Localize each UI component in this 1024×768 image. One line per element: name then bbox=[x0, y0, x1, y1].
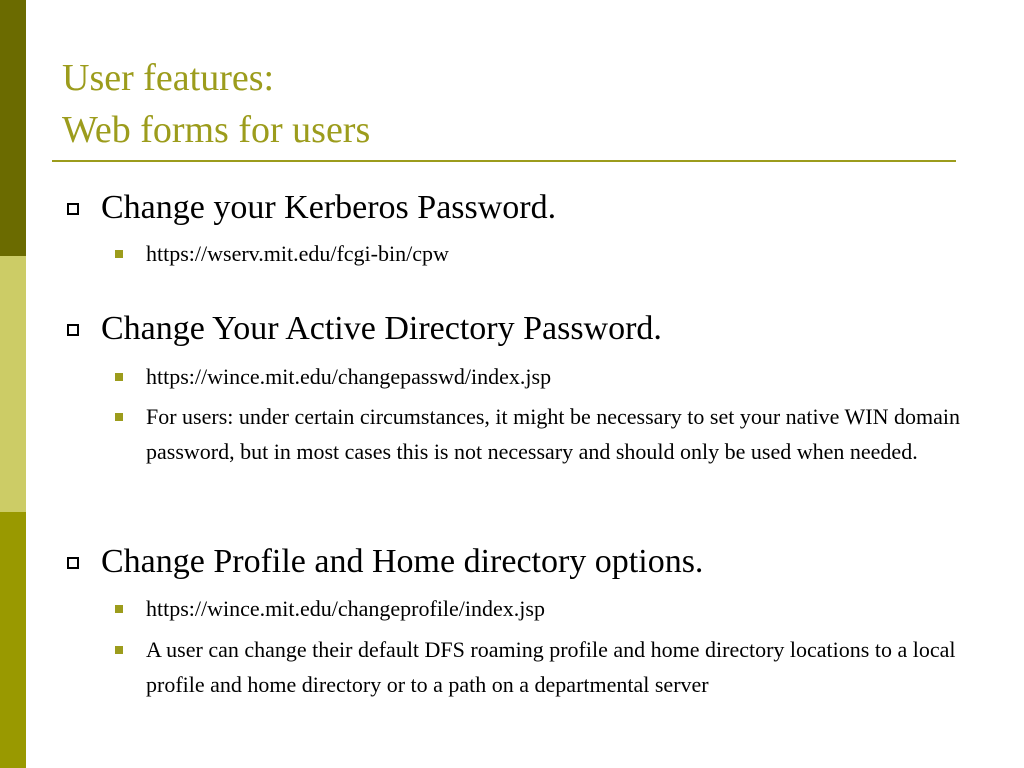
slide-title bbox=[62, 52, 370, 156]
sub-bullet-text: A user can change their default DFS roaming profile and home directory locations to a local profile and home directory or to a path on a departmental server bbox=[146, 637, 956, 697]
sub-bullet-profile-note bbox=[115, 632, 965, 702]
sub-bullet-ad-note bbox=[115, 399, 965, 469]
sub-bullet-text: https://wserv.mit.edu/fcgi-bin/cpw bbox=[146, 241, 449, 266]
left-stripe-mid bbox=[0, 512, 26, 768]
square-bullet-icon bbox=[115, 250, 123, 258]
sub-bullet-text: https://wince.mit.edu/changepasswd/index.jsp bbox=[146, 364, 552, 389]
sub-bullet-kerberos-url bbox=[115, 236, 965, 271]
sub-bullet-ad-url bbox=[115, 359, 965, 394]
sub-bullet-profile-url bbox=[115, 591, 965, 626]
title-divider bbox=[52, 160, 956, 162]
hollow-square-bullet-icon bbox=[67, 557, 79, 569]
bullet-text: Change your Kerberos Password. bbox=[101, 189, 557, 226]
title-line-1: User features: bbox=[62, 57, 275, 99]
left-stripe-light bbox=[0, 256, 26, 512]
square-bullet-icon bbox=[115, 646, 123, 654]
hollow-square-bullet-icon bbox=[67, 324, 79, 336]
square-bullet-icon bbox=[115, 605, 123, 613]
sub-bullet-text: For users: under certain circumstances, it might be necessary to set your native WIN domain password, but in most cases this is not necessary and should only be used when needed. bbox=[146, 404, 960, 464]
title-line-2: Web forms for users bbox=[62, 109, 371, 151]
sub-bullet-text: https://wince.mit.edu/changeprofile/index.jsp bbox=[146, 596, 545, 621]
hollow-square-bullet-icon bbox=[67, 203, 79, 215]
square-bullet-icon bbox=[115, 413, 123, 421]
bullet-text: Change Your Active Directory Password. bbox=[101, 310, 662, 347]
square-bullet-icon bbox=[115, 373, 123, 381]
left-stripe-dark bbox=[0, 0, 26, 256]
bullet-text: Change Profile and Home directory options. bbox=[101, 543, 704, 580]
